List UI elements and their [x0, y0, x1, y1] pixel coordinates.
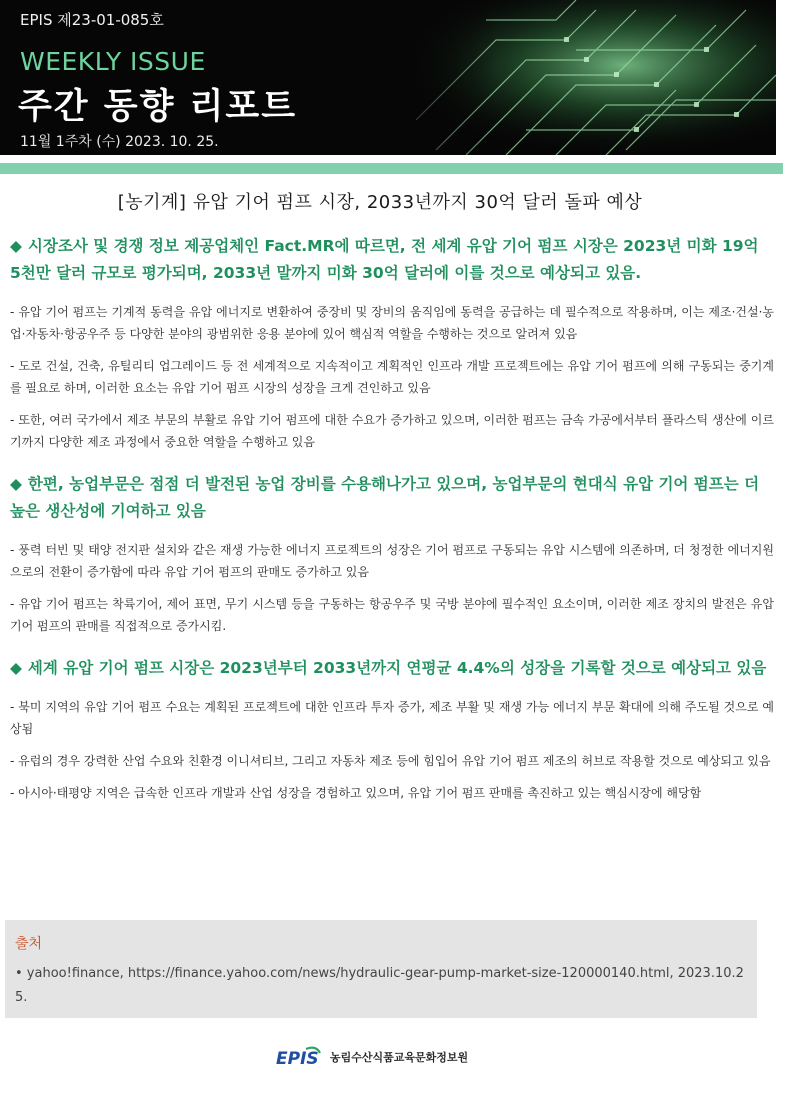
- section-heading-text: 세계 유압 기어 펌프 시장은 2023년부터 2033년까지 연평균 4.4%의 성장을 기록할 것으로 예상되고 있음: [27, 659, 767, 677]
- bullet-item: - 또한, 여러 국가에서 제조 부문의 부활로 유압 기어 펌프에 대한 수요가 증가하고 있으며, 이러한 펌프는 금속 가공에서부터 플라스틱 생산에 이르기까지 다양한 제조 과정에서 중요한 역할을 수행하고 있음: [10, 413, 774, 449]
- article-body: [10, 233, 774, 804]
- bullet-item: - 북미 지역의 유압 기어 펌프 수요는 계획된 프로젝트에 대한 인프라 투자 증가, 제조 부활 및 재생 가능 에너지 부문 확대에 의해 주도될 것으로 예상됨: [10, 700, 774, 736]
- section-heading: [10, 655, 774, 682]
- source-citation: • yahoo!finance, https://finance.yahoo.com/news/hydraulic-gear-pump-market-size-120000140.html, 2023.10.25.: [15, 966, 744, 1005]
- diamond-icon: ◆: [10, 237, 22, 255]
- source-box: [5, 920, 757, 1018]
- bullet-item: - 도로 건설, 건축, 유틸리티 업그레이드 등 전 세계적으로 지속적이고 계획적인 인프라 개발 프로젝트에는 유압 기어 펌프에 의해 구동되는 중기계를 필요로 하며, 이러한 요소는 유압 기어 펌프 시장의 성장을 크게 견인하고 있음: [10, 359, 774, 395]
- document-number: EPIS 제23-01-085호: [20, 11, 164, 29]
- bullet-item: - 유압 기어 펌프는 기계적 동력을 유압 에너지로 변환하여 중장비 및 장비의 움직임에 동력을 공급하는 데 필수적으로 작용하며, 이는 제조·건설·농업·자동차·항공우주 등 다양한 분야의 광범위한 응용 분야에 있어 핵심적 역할을 수행하는 것으로 알려져 있음: [10, 305, 774, 341]
- organization-name: 농림수산식품교육문화정보원: [330, 1051, 469, 1064]
- section-heading-text: 시장조사 및 경쟁 정보 제공업체인 Fact.MR에 따르면, 전 세계 유압 기어 펌프 시장은 2023년 미화 19억 5천만 달러 규모로 평가되며, 2033년 말까지 미화 30억 달러에 이를 것으로 예상되고 있음.: [10, 237, 759, 282]
- issue-date: 11월 1주차 (수) 2023. 10. 25.: [20, 134, 219, 150]
- footer: [276, 1045, 468, 1069]
- section-heading: [10, 471, 774, 525]
- section-heading-text: 한편, 농업부문은 점점 더 발전된 농업 장비를 수용해나가고 있으며, 농업부문의 현대식 유압 기어 펌프는 더 높은 생산성에 기여하고 있음: [10, 475, 760, 520]
- epis-logo: [276, 1045, 322, 1069]
- diamond-icon: ◆: [10, 475, 22, 493]
- bullet-item: - 풍력 터빈 및 태양 전지판 설치와 같은 재생 가능한 에너지 프로젝트의 성장은 기어 펌프로 구동되는 유압 시스템에 의존하며, 더 청정한 에너지원으로의 전환이 증가함에 따라 유압 기어 펌프의 판매도 증가하고 있음: [10, 543, 774, 579]
- circuit-board-graphic: [376, 0, 776, 155]
- divider-bar: [0, 163, 783, 174]
- report-title: 주간 동향 리포트: [18, 87, 298, 127]
- bullet-item: - 아시아·태평양 지역은 급속한 인프라 개발과 산업 성장을 경험하고 있으며, 유압 기어 펌프 판매를 촉진하고 있는 핵심시장에 해당함: [10, 786, 702, 800]
- bullet-item: - 유압 기어 펌프는 착륙기어, 제어 표면, 무기 시스템 등을 구동하는 항공우주 및 국방 분야에 필수적인 요소이며, 이러한 제조 장치의 발전은 유압 기어 펌프의 판매를 직접적으로 증가시킴.: [10, 597, 774, 633]
- logo-text: EPIS: [276, 1049, 319, 1069]
- series-title: WEEKLY ISSUE: [20, 47, 206, 76]
- report-header: [0, 0, 776, 155]
- section-heading: [10, 233, 774, 287]
- article-headline: [농기계] 유압 기어 펌프 시장, 2033년까지 30억 달러 돌파 예상: [117, 192, 643, 213]
- source-label: 출처: [15, 936, 43, 952]
- diamond-icon: ◆: [10, 659, 22, 677]
- bullet-item: - 유럽의 경우 강력한 산업 수요와 친환경 이니셔티브, 그리고 자동차 제조 등에 힘입어 유압 기어 펌프 제조의 허브로 작용할 것으로 예상되고 있음: [10, 754, 771, 768]
